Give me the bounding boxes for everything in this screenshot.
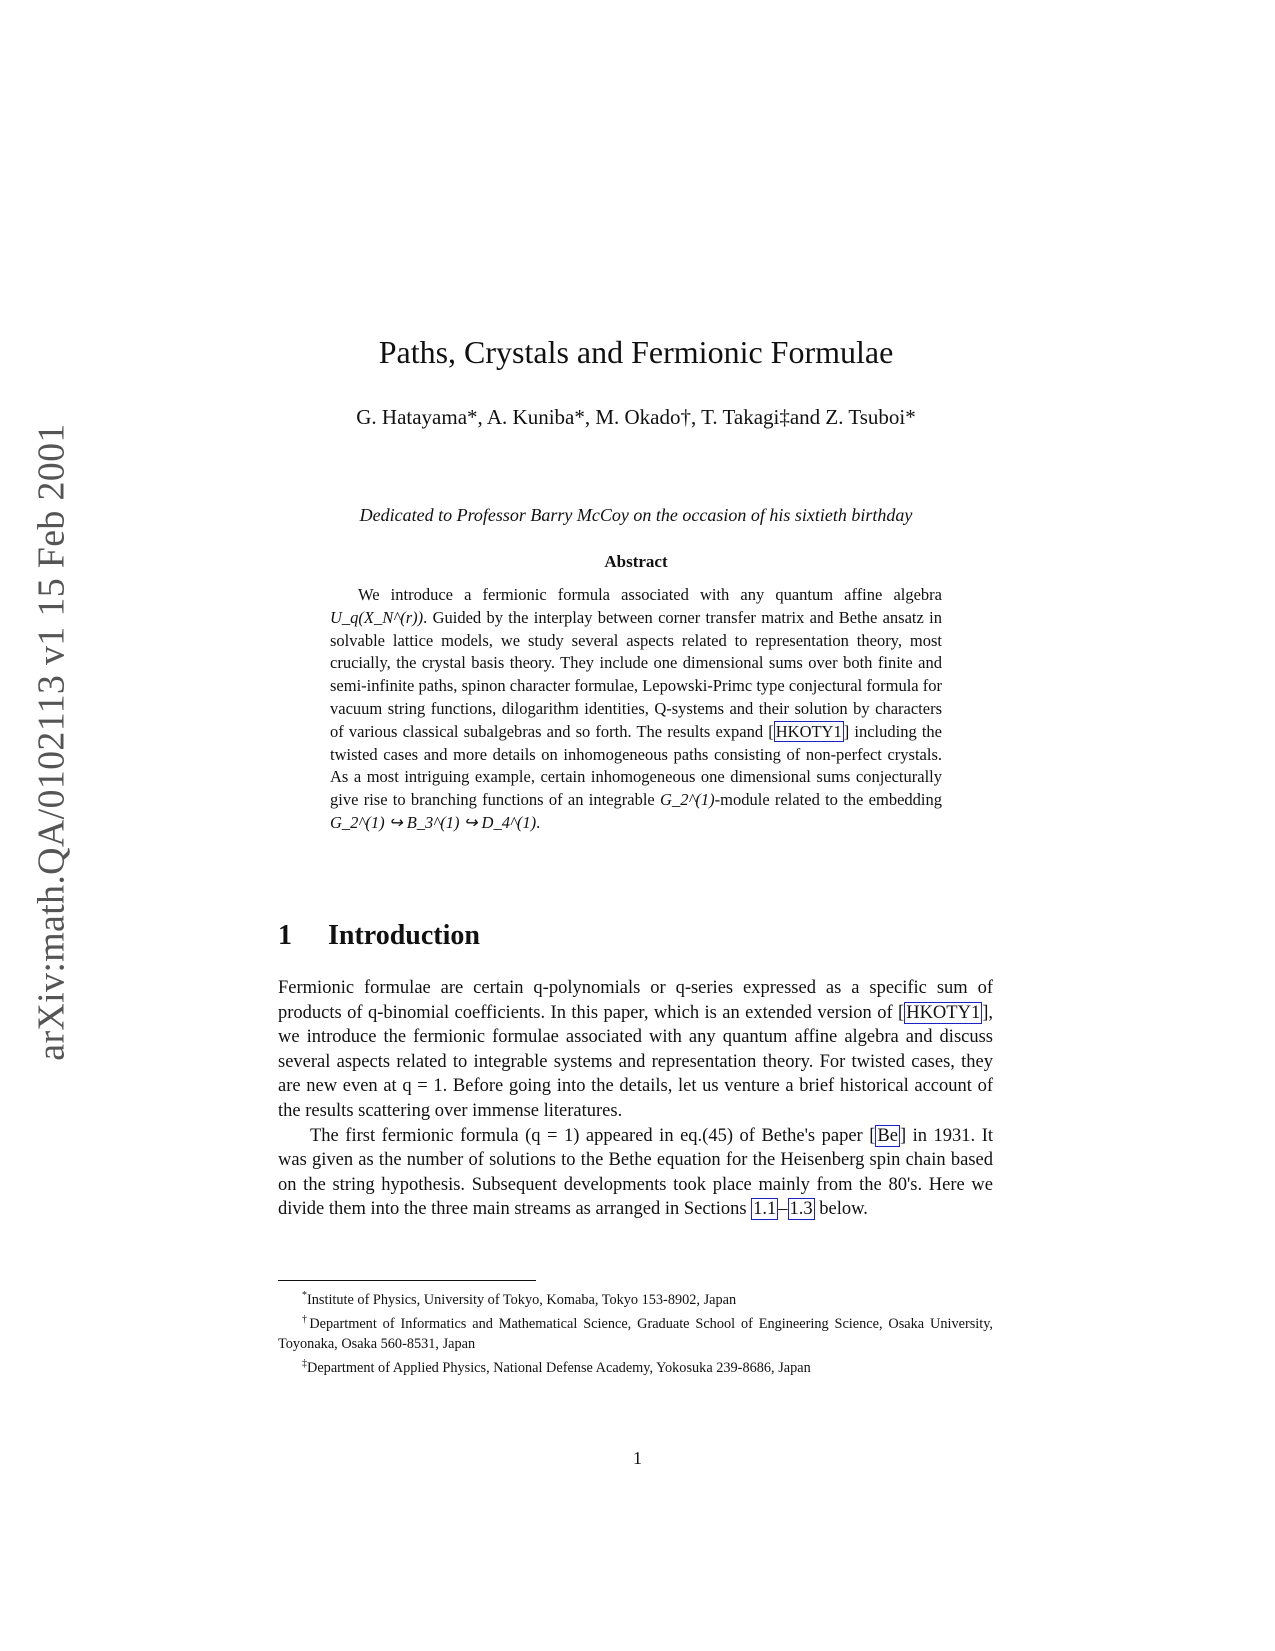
footnote-2-mark: † [302,1313,310,1325]
section-title: Introduction [328,920,480,951]
abstract-text-5: . [536,812,541,832]
paper-title: Paths, Crystals and Fermionic Formulae [378,334,894,370]
abstract-text-4: -module related to the embedding [714,790,942,810]
citation-link-hkoty1[interactable]: HKOTY1 [775,721,842,741]
footnote-divider [278,1280,536,1281]
page-number: 1 [633,1448,642,1468]
abstract-text-1: We introduce a fermionic formula associated with any quantum affine algebra [358,585,942,604]
abstract-math-g2: G_2^(1) [660,790,715,810]
arxiv-identifier-text: arXiv:math.QA/0102113 v1 15 Feb 2001 [31,423,73,1061]
footnote-2-text: Department of Informatics and Mathematical Science, Graduate School of Engineering Science, Osaka University, Toyonaka, Osaka 560-8531, Japan [278,1315,994,1352]
introduction-body [278,976,993,1222]
footnote-1-mark: * [302,1290,307,1301]
citation-link-hkoty1-intro[interactable]: HKOTY1 [906,1002,981,1023]
intro-p2-text-a: The first fermionic formula (q = 1) appeared in eq.(45) of Bethe's paper [ [310,1125,876,1146]
abstract-body [330,584,942,835]
intro-p1-text-a: Fermionic formulae are certain q-polynomials or q-series expressed as a specific sum of products of q-binomial coefficients. In this paper, which is an extended version of [ [278,978,993,1023]
author-list: G. Hatayama*, A. Kuniba*, M. Okado†, T. Takagi‡and Z. Tsuboi* [356,405,916,429]
section-link-1-1[interactable]: 1.1 [753,1199,777,1220]
footnote-1 [278,1286,993,1310]
abstract-text-3: ] including the twisted cases and more details on inhomogeneous paths consisting of non-perfect crystals. As a most intriguing example, certain inhomogeneous one dimensional sums conjecturally give rise to branching functions of an integrable [330,721,942,810]
arxiv-identifier-stamp [18,382,86,1102]
intro-paragraph-2 [278,1124,993,1222]
intro-paragraph-1 [278,976,993,1124]
intro-p2-text-b: ] in 1931. It was given as the number of solutions to the Bethe equation for the Heisenberg spin chain based on the string hypothesis. Subsequent developments took place mainly from the 80's. Here we divide them into the three main streams as arranged in Sections [278,1125,993,1220]
abstract-heading: Abstract [604,552,668,571]
intro-p1-text-b: ], we introduce the fermionic formulae associated with any quantum affine algebra and discuss several aspects related to integrable systems and representation theory. For twisted cases, they are new even at q = 1. Before going into the details, let us venture a brief historical account of the results scattering over immense literatures. [278,1002,993,1121]
intro-p2-text-c: below. [814,1199,868,1220]
section-heading-introduction [278,920,480,952]
section-number: 1 [278,920,292,951]
footnotes [278,1286,993,1377]
section-link-1-3[interactable]: 1.3 [789,1199,813,1220]
abstract-math-quantum-algebra: U_q(X_N^(r)) [330,607,424,627]
footnote-1-text: Institute of Physics, University of Tokyo, Komaba, Tokyo 153-8902, Japan [307,1291,737,1308]
abstract-text-2: . Guided by the interplay between corner transfer matrix and Bethe ansatz in solvable lattice models, we study several aspects related to representation theory, most crucially, the crystal basis theory. They include one dimensional sums over both finite and semi-infinite paths, spinon character formulae, Lepowski-Primc type conjectural formula for vacuum string functions, dilogarithm identities, Q-systems and their solution by characters of various classical subalgebras and so forth. The results expand [ [330,607,942,741]
abstract-math-embedding: G_2^(1) ↪ B_3^(1) ↪ D_4^(1) [330,812,537,832]
footnote-3-text: Department of Applied Physics, National Defense Academy, Yokosuka 239-8686, Japan [307,1359,811,1376]
footnote-3-mark: ‡ [302,1357,307,1369]
footnote-3 [278,1354,993,1378]
footnote-2 [278,1310,993,1354]
citation-link-be[interactable]: Be [877,1125,898,1146]
intro-p2-dash: – [778,1199,788,1220]
dedication: Dedicated to Professor Barry McCoy on the occasion of his sixtieth birthday [359,505,913,525]
